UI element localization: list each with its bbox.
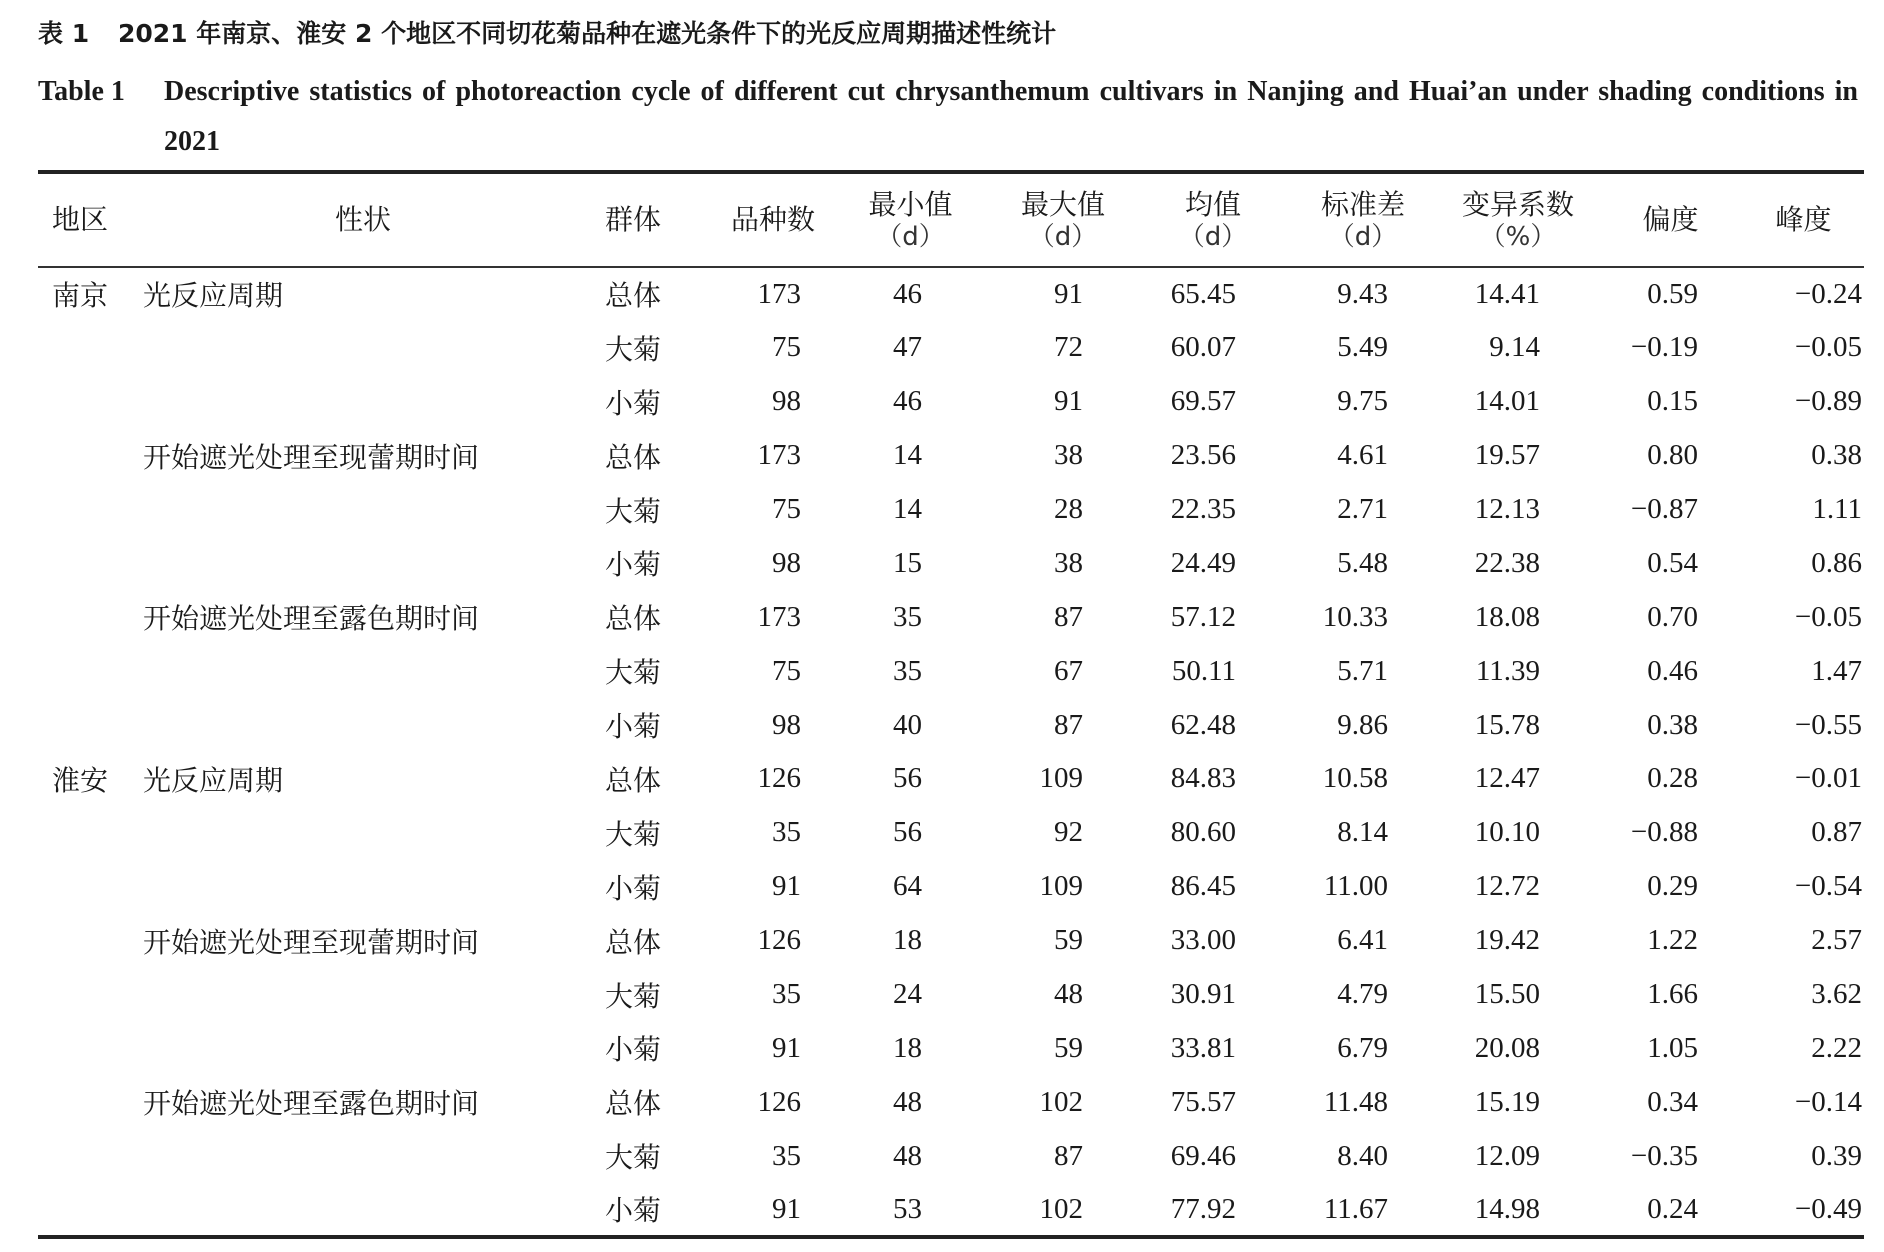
cell-trait [143,1021,583,1075]
header-trait: 性状 [334,203,391,236]
cell-cultivar-count: 91 [772,1031,801,1064]
cell-min: 56 [893,762,922,795]
cell-sd: 5.48 [1337,546,1388,579]
cell-mean: 62.48 [1170,708,1236,741]
cell-group: 大菊 [605,817,662,851]
cell-region [38,321,143,375]
cell-group: 总体 [605,602,662,636]
cell-trait: 光反应周期 [143,763,284,797]
table-row [38,267,1864,321]
cell-cultivar-count: 98 [772,708,801,741]
cell-cultivar-count: 126 [757,762,801,795]
cell-kurtosis: 0.86 [1811,546,1862,579]
cell-cultivar-count: 173 [757,600,801,633]
cell-min: 24 [893,978,922,1011]
cell-kurtosis: −0.05 [1794,331,1862,364]
cell-mean: 50.11 [1171,654,1236,687]
table-row [38,806,1864,860]
header-cv [1438,172,1598,267]
cell-trait [143,698,583,752]
cell-min: 48 [893,1139,922,1172]
cell-kurtosis: −0.05 [1794,600,1862,633]
cell-trait [143,806,583,860]
cell-kurtosis: 2.57 [1811,924,1862,957]
cell-max: 48 [1054,978,1083,1011]
cell-mean: 86.45 [1170,870,1236,903]
table-title-chinese: 2021 年南京、淮安 2 个地区不同切花菊品种在遮光条件下的光反应周期描述性统计 [118,19,1057,48]
cell-sd: 11.48 [1323,1085,1388,1118]
cell-min: 18 [893,924,922,957]
cell-cultivar-count: 126 [757,924,801,957]
cell-sd: 5.71 [1337,654,1388,687]
cell-region: 南京 [52,279,109,313]
table-row [38,1075,1864,1129]
cell-skewness: 0.28 [1647,762,1698,795]
table-row [38,429,1864,483]
cell-kurtosis: −0.24 [1794,277,1862,310]
cell-group: 小菊 [605,548,662,582]
cell-sd: 2.71 [1337,493,1388,525]
cell-sd: 10.58 [1322,762,1388,795]
cell-trait: 开始遮光处理至现蕾期时间 [143,925,480,959]
header-min-unit: （d） [876,222,945,252]
header-kurtosis: 峰度 [1775,203,1832,236]
cell-group: 小菊 [605,386,662,420]
cell-min: 53 [893,1192,922,1225]
header-max-label: 最大值 [1020,188,1105,221]
cell-skewness: 0.34 [1647,1085,1698,1118]
cell-kurtosis: −0.89 [1794,385,1862,418]
cell-region [38,1183,143,1237]
cell-trait [143,968,583,1022]
table-row [38,914,1864,968]
cell-min: 14 [893,493,922,525]
table-label-english: Table 1 [38,76,125,107]
cell-kurtosis: −0.49 [1794,1192,1862,1225]
cell-skewness: 0.54 [1647,546,1698,579]
cell-max: 72 [1054,331,1083,364]
cell-cultivar-count: 126 [757,1085,801,1118]
table-caption-english [38,67,1858,167]
header-min-label: 最小值 [868,188,953,221]
cell-region: 淮安 [52,763,109,797]
cell-skewness: 1.05 [1647,1031,1698,1064]
cell-skewness: −0.88 [1630,816,1698,849]
cell-max: 38 [1054,546,1083,579]
cell-kurtosis: 2.22 [1811,1031,1862,1064]
cell-trait [143,375,583,429]
cell-cv: 9.14 [1489,331,1540,364]
cell-cv: 15.50 [1474,978,1540,1011]
cell-cultivar-count: 91 [772,870,801,903]
cell-cultivar-count: 75 [772,331,801,364]
cell-cv: 15.78 [1474,708,1540,741]
cell-min: 46 [893,385,922,418]
header-group: 群体 [605,203,662,236]
cell-sd: 9.43 [1337,277,1388,310]
cell-mean: 69.46 [1170,1139,1236,1172]
cell-mean: 33.81 [1170,1031,1236,1064]
cell-group: 小菊 [605,1194,662,1228]
cell-group: 大菊 [605,1141,662,1175]
cell-max: 102 [1039,1192,1083,1225]
cell-cv: 12.13 [1474,493,1540,525]
cell-mean: 65.45 [1170,277,1236,310]
cell-sd: 9.86 [1337,708,1388,741]
cell-mean: 23.56 [1170,439,1236,472]
cell-min: 64 [893,870,922,903]
cell-kurtosis: 1.11 [1812,493,1862,525]
cell-sd: 4.79 [1337,978,1388,1011]
header-sd [1288,172,1438,267]
cell-mean: 57.12 [1170,600,1236,633]
cell-trait: 开始遮光处理至现蕾期时间 [143,440,480,474]
cell-trait [143,1129,583,1183]
cell-mean: 33.00 [1170,924,1236,957]
cell-cv: 19.57 [1474,439,1540,472]
cell-group: 总体 [605,925,662,959]
cell-trait [143,860,583,914]
cell-region [38,429,143,483]
cell-cv: 20.08 [1474,1031,1540,1064]
cell-cv: 15.19 [1474,1085,1540,1118]
cell-kurtosis: 0.38 [1811,439,1862,472]
cell-trait: 光反应周期 [143,279,284,313]
cell-group: 大菊 [605,494,662,528]
table-row [38,321,1864,375]
cell-kurtosis: 0.87 [1811,816,1862,849]
cell-cultivar-count: 173 [757,277,801,310]
header-mean-label: 均值 [1184,188,1241,221]
cell-sd: 6.79 [1337,1031,1388,1064]
table-title-english: Descriptive statistics of photoreaction cycle of different cut chrysanthemum cultivars in Nanjing and Huai’an under shading conditions in 2021 [164,76,1858,157]
header-region: 地区 [52,203,109,236]
cell-skewness: −0.87 [1630,493,1698,525]
cell-skewness: 1.66 [1647,978,1698,1011]
cell-cv: 18.08 [1474,600,1540,633]
cell-trait [143,644,583,698]
cell-trait [143,536,583,590]
header-cultivar-count: 品种数 [730,203,815,236]
cell-region [38,536,143,590]
cell-group: 小菊 [605,871,662,905]
header-max [988,172,1138,267]
table-row [38,536,1864,590]
table-row [38,698,1864,752]
cell-sd: 8.14 [1337,816,1388,849]
table-header-row [38,172,1864,267]
cell-sd: 11.67 [1323,1192,1388,1225]
cell-trait: 开始遮光处理至露色期时间 [143,1087,480,1121]
cell-group: 大菊 [605,979,662,1013]
table-row [38,375,1864,429]
cell-sd: 5.49 [1337,331,1388,364]
cell-trait: 开始遮光处理至露色期时间 [143,602,480,636]
cell-kurtosis: −0.01 [1794,762,1862,795]
cell-cv: 22.38 [1474,546,1540,579]
cell-max: 109 [1039,870,1083,903]
descriptive-statistics-table [38,170,1864,1239]
header-sd-unit: （d） [1328,222,1398,252]
cell-cultivar-count: 35 [772,978,801,1011]
cell-group: 总体 [605,1087,662,1121]
table-label-chinese: 表 1 [38,19,90,48]
cell-skewness: 0.70 [1647,600,1698,633]
cell-mean: 60.07 [1170,331,1236,364]
cell-skewness: −0.19 [1630,331,1698,364]
table-row [38,752,1864,806]
cell-sd: 10.33 [1322,600,1388,633]
cell-max: 59 [1054,1031,1083,1064]
cell-region [38,1021,143,1075]
cell-mean: 77.92 [1170,1192,1236,1225]
cell-max: 67 [1054,654,1083,687]
cell-kurtosis: −0.14 [1794,1085,1862,1118]
cell-skewness: 0.80 [1647,439,1698,472]
header-sd-label: 标准差 [1320,188,1405,221]
cell-cv: 12.47 [1474,762,1540,795]
cell-region [38,483,143,537]
cell-sd: 11.00 [1323,870,1388,903]
cell-sd: 9.75 [1337,385,1388,418]
cell-group: 总体 [605,279,662,313]
table-row [38,590,1864,644]
cell-min: 35 [893,654,922,687]
cell-min: 47 [893,331,922,364]
header-mean [1138,172,1288,267]
cell-kurtosis: 3.62 [1811,978,1862,1011]
cell-max: 91 [1054,277,1083,310]
cell-mean: 84.83 [1170,762,1236,795]
cell-skewness: 0.29 [1647,870,1698,903]
cell-region [38,968,143,1022]
cell-skewness: 0.59 [1647,277,1698,310]
table-row [38,860,1864,914]
cell-group: 大菊 [605,332,662,366]
cell-trait [143,483,583,537]
table-row [38,644,1864,698]
cell-trait [143,321,583,375]
cell-cultivar-count: 35 [772,816,801,849]
table-body [38,267,1864,1237]
cell-skewness: 0.24 [1647,1192,1698,1225]
cell-max: 91 [1054,385,1083,418]
cell-skewness: 0.46 [1647,654,1698,687]
cell-region [38,698,143,752]
cell-region [38,806,143,860]
cell-mean: 24.49 [1170,546,1236,579]
cell-region [38,1129,143,1183]
cell-region [38,375,143,429]
cell-max: 109 [1039,762,1083,795]
cell-max: 102 [1039,1085,1083,1118]
cell-group: 小菊 [605,710,662,744]
cell-max: 28 [1054,493,1083,525]
cell-min: 35 [893,600,922,633]
cell-skewness: 1.22 [1647,924,1698,957]
cell-sd: 6.41 [1337,924,1388,957]
cell-region [38,860,143,914]
cell-kurtosis: −0.54 [1794,870,1862,903]
cell-cultivar-count: 98 [772,546,801,579]
header-cv-label: 变异系数 [1461,188,1574,221]
cell-cultivar-count: 35 [772,1139,801,1172]
cell-mean: 69.57 [1170,385,1236,418]
table-row [38,968,1864,1022]
cell-mean: 30.91 [1170,978,1236,1011]
cell-group: 总体 [605,440,662,474]
cell-region [38,1075,143,1129]
cell-max: 87 [1054,1139,1083,1172]
cell-skewness: −0.35 [1630,1139,1698,1172]
cell-cv: 14.01 [1474,385,1540,418]
cell-region [38,644,143,698]
cell-cultivar-count: 91 [772,1192,801,1225]
cell-cultivar-count: 98 [772,385,801,418]
table-row [38,1183,1864,1237]
cell-kurtosis: 1.47 [1811,654,1862,687]
cell-sd: 8.40 [1337,1139,1388,1172]
cell-max: 38 [1054,439,1083,472]
cell-min: 48 [893,1085,922,1118]
cell-cv: 11.39 [1475,654,1540,687]
cell-group: 小菊 [605,1033,662,1067]
header-min [833,172,988,267]
cell-cultivar-count: 75 [772,654,801,687]
cell-kurtosis: 0.39 [1811,1139,1862,1172]
cell-skewness: 0.15 [1647,385,1698,418]
header-cv-unit: （%） [1479,222,1557,252]
table-row [38,483,1864,537]
header-max-unit: （d） [1028,222,1098,252]
cell-min: 46 [893,277,922,310]
cell-max: 59 [1054,924,1083,957]
cell-min: 15 [893,546,922,579]
table-row [38,1129,1864,1183]
cell-cv: 14.98 [1474,1192,1540,1225]
cell-cv: 10.10 [1474,816,1540,849]
cell-min: 40 [893,708,922,741]
cell-min: 14 [893,439,922,472]
cell-max: 92 [1054,816,1083,849]
cell-group: 总体 [605,763,662,797]
cell-cv: 19.42 [1474,924,1540,957]
cell-region [38,590,143,644]
header-mean-unit: （d） [1178,222,1248,252]
cell-max: 87 [1054,708,1083,741]
cell-cultivar-count: 75 [772,493,801,525]
cell-mean: 75.57 [1170,1085,1236,1118]
cell-mean: 22.35 [1170,493,1236,525]
cell-skewness: 0.38 [1647,708,1698,741]
cell-mean: 80.60 [1170,816,1236,849]
cell-cv: 12.09 [1474,1139,1540,1172]
cell-cv: 14.41 [1474,277,1540,310]
cell-region [38,914,143,968]
cell-cv: 12.72 [1474,870,1540,903]
cell-group: 大菊 [605,656,662,690]
table-caption-chinese [38,16,1056,52]
cell-cultivar-count: 173 [757,439,801,472]
cell-max: 87 [1054,600,1083,633]
cell-sd: 4.61 [1337,439,1388,472]
cell-trait [143,1183,583,1237]
header-skewness: 偏度 [1642,203,1699,236]
cell-min: 18 [893,1031,922,1064]
cell-min: 56 [893,816,922,849]
table-row [38,1021,1864,1075]
cell-kurtosis: −0.55 [1794,708,1862,741]
